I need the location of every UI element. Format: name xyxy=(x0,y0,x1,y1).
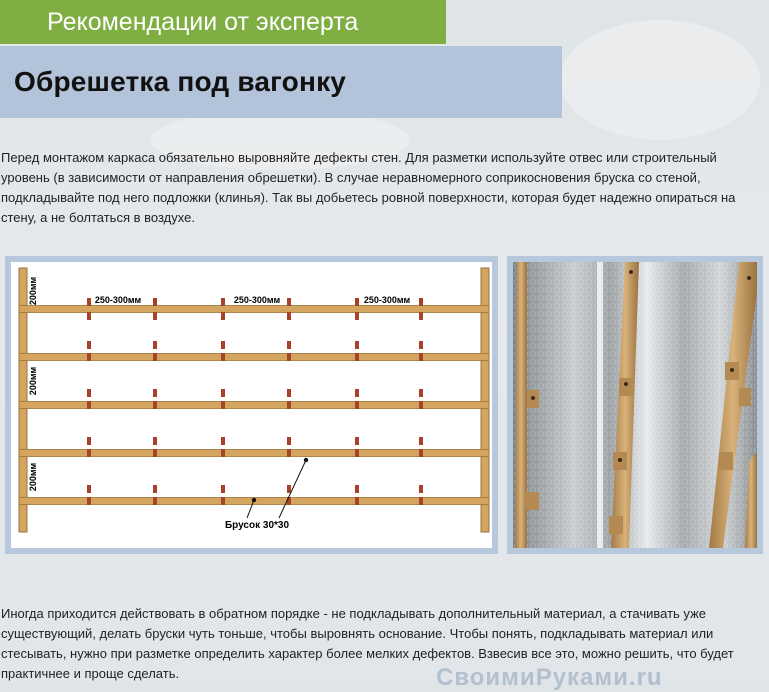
photo-wedge xyxy=(739,388,751,406)
anchor-bracket xyxy=(419,353,423,361)
anchor-bracket xyxy=(153,437,157,445)
anchor-bracket xyxy=(221,341,225,349)
anchor-bracket xyxy=(153,485,157,493)
diagram-frame xyxy=(5,256,498,554)
anchor-bracket xyxy=(221,449,225,457)
anchor-bracket xyxy=(355,389,359,397)
callout-line xyxy=(279,460,306,518)
anchor-bracket xyxy=(87,312,91,320)
anchor-bracket xyxy=(221,437,225,445)
anchor-bracket xyxy=(153,353,157,361)
anchor-bracket xyxy=(419,449,423,457)
paragraph-intro: Перед монтажом каркаса обязательно выровняйте дефекты стен. Для разметки используйте отвес или строительный уровень (в зависимости от направления обрешетки). В случае неравномерного соприкосновения бруска со стеной, подкладывайте под него подложки (клинья). Так вы добьетесь ровной поверхности, которая будет надежно опираться на стену, а не болтаться в воздухе. xyxy=(1,150,736,225)
anchor-bracket xyxy=(221,389,225,397)
anchor-bracket xyxy=(221,401,225,409)
anchor-bracket xyxy=(355,437,359,445)
anchor-bracket xyxy=(221,497,225,505)
batten-photo xyxy=(513,262,757,548)
side-label: 200мм xyxy=(28,276,38,306)
batten-diagram xyxy=(11,262,492,548)
anchor-bracket xyxy=(419,312,423,320)
spacing-label: 250-300мм xyxy=(94,295,142,305)
anchor-bracket xyxy=(355,449,359,457)
anchor-bracket xyxy=(87,298,91,306)
photo-wedge xyxy=(719,452,733,470)
anchor-bracket xyxy=(287,298,291,306)
paragraph-alternative: Иногда приходится действовать в обратном порядке - не подкладывать дополнительный материал, а стачивать уже существующий, делать бруски чуть тоньше, чтобы выровнять основание. Чтобы понять, подкладывать материал или стесывать, нужно при разметке определить характер более мелких дефектов. Взвесив все это, можно решить, что будет практичнее и проще сделать. xyxy=(1,606,734,681)
anchor-bracket xyxy=(355,401,359,409)
anchor-bracket xyxy=(419,389,423,397)
anchor-bracket xyxy=(287,312,291,320)
anchor-bracket xyxy=(419,497,423,505)
anchor-bracket xyxy=(87,449,91,457)
anchor-bracket xyxy=(87,341,91,349)
anchor-bracket xyxy=(153,449,157,457)
anchor-bracket xyxy=(87,485,91,493)
anchor-bracket xyxy=(153,497,157,505)
spacing-label: 250-300мм xyxy=(233,295,281,305)
anchor-bracket xyxy=(287,449,291,457)
photo-wedge xyxy=(525,492,539,510)
anchor-bracket xyxy=(287,341,291,349)
photo-screw xyxy=(629,270,633,274)
expert-badge: Рекомендации от эксперта xyxy=(0,0,446,44)
anchor-bracket xyxy=(221,312,225,320)
side-label: 200мм xyxy=(28,366,38,396)
anchor-bracket xyxy=(355,312,359,320)
anchor-bracket xyxy=(287,389,291,397)
anchor-bracket xyxy=(355,485,359,493)
photo-screw xyxy=(730,368,734,372)
anchor-bracket xyxy=(419,298,423,306)
photo-screw xyxy=(624,382,628,386)
photo-screw xyxy=(618,458,622,462)
photo-wedge xyxy=(619,378,633,396)
anchor-bracket xyxy=(153,298,157,306)
photo-wedge xyxy=(609,516,623,534)
side-label: 200мм xyxy=(28,462,38,492)
anchor-bracket xyxy=(87,437,91,445)
anchor-bracket xyxy=(87,401,91,409)
anchor-bracket xyxy=(87,353,91,361)
anchor-bracket xyxy=(287,437,291,445)
anchor-bracket xyxy=(355,298,359,306)
callout-dot xyxy=(304,458,308,462)
batten-diagram-svg xyxy=(11,262,492,548)
photo-screw xyxy=(747,276,751,280)
batten xyxy=(19,306,489,313)
anchor-bracket xyxy=(221,485,225,493)
batten-photo-svg xyxy=(513,262,757,548)
anchor-bracket xyxy=(221,298,225,306)
callout-dot xyxy=(252,498,256,502)
anchor-bracket xyxy=(153,312,157,320)
anchor-bracket xyxy=(153,341,157,349)
anchor-bracket xyxy=(87,497,91,505)
anchor-bracket xyxy=(355,353,359,361)
anchor-bracket xyxy=(153,389,157,397)
spacing-label: 250-300мм xyxy=(363,295,411,305)
page-title: Обрешетка под вагонку xyxy=(0,46,562,118)
background-blur xyxy=(560,20,760,140)
anchor-bracket xyxy=(419,401,423,409)
anchor-bracket xyxy=(287,485,291,493)
foil-seam-highlight xyxy=(597,262,603,548)
anchor-bracket xyxy=(287,497,291,505)
site-watermark: СвоимиРуками.ru xyxy=(436,664,663,691)
anchor-bracket xyxy=(355,497,359,505)
anchor-bracket xyxy=(419,341,423,349)
callout-label: Брусок 30*30 xyxy=(224,520,290,531)
anchor-bracket xyxy=(419,485,423,493)
anchor-bracket xyxy=(221,353,225,361)
anchor-bracket xyxy=(287,353,291,361)
anchor-bracket xyxy=(287,401,291,409)
anchor-bracket xyxy=(355,341,359,349)
anchor-bracket xyxy=(87,389,91,397)
photo-screw xyxy=(531,396,535,400)
photo-frame xyxy=(507,256,763,554)
anchor-bracket xyxy=(153,401,157,409)
anchor-bracket xyxy=(419,437,423,445)
